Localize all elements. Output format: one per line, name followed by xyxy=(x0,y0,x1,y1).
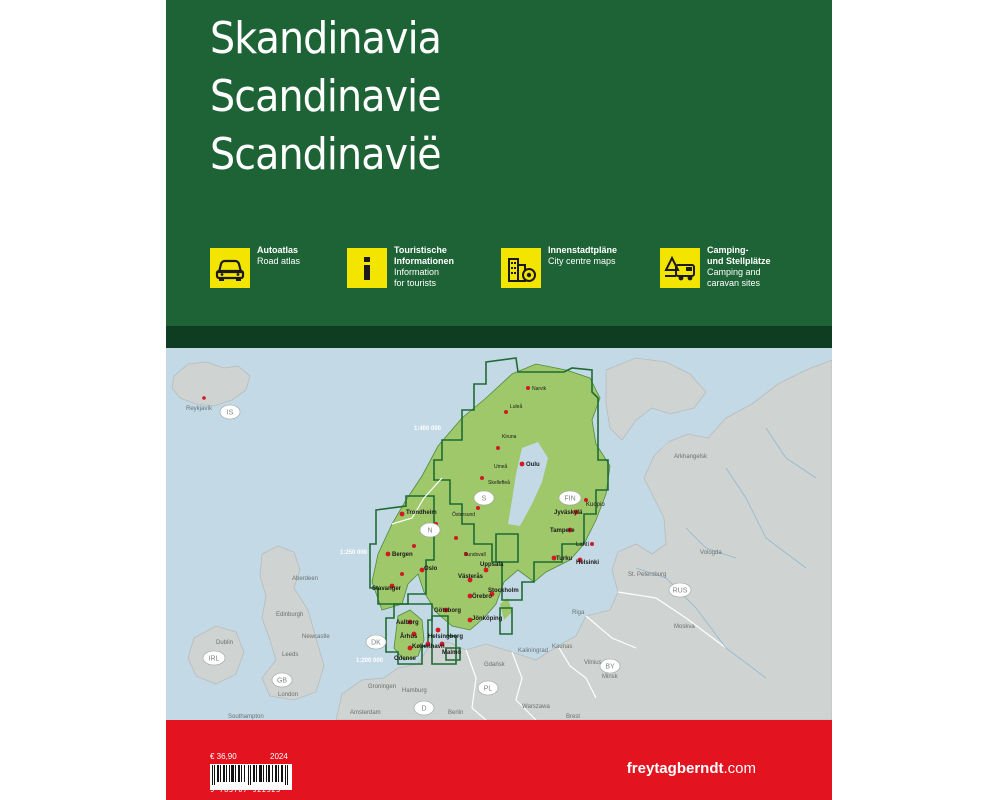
book-cover xyxy=(166,0,832,800)
city-label: Oulu xyxy=(526,462,540,468)
cover-header xyxy=(166,0,832,326)
feature-line: caravan sites xyxy=(707,278,761,288)
city-label: Luleå xyxy=(510,404,523,410)
info-icon xyxy=(347,248,387,288)
city-label: Göteborg xyxy=(434,608,461,614)
barcode-icon xyxy=(210,764,292,786)
city-label: Kuopio xyxy=(586,502,605,508)
edition-year: 2024 xyxy=(270,752,288,761)
city-label: Berlin xyxy=(448,710,464,716)
feature-line: for tourists xyxy=(394,278,437,288)
feature-line: City centre maps xyxy=(548,256,616,266)
city-map-icon xyxy=(501,248,541,288)
badge-pl: PL xyxy=(483,685,493,693)
badge-irl: IRL xyxy=(208,655,220,663)
isbn-number: 9 783707 922523 xyxy=(210,786,281,794)
city-label: Newcastle xyxy=(302,634,330,640)
price-barcode-block xyxy=(210,752,292,796)
city-label: Sundsvall xyxy=(464,552,486,558)
cover-footer xyxy=(166,720,832,800)
feature-bold: Innenstadtpläne xyxy=(548,245,618,255)
city-label: Kaliningrad xyxy=(518,648,549,654)
city-label: Southampton xyxy=(228,714,264,720)
iceland-shape xyxy=(172,362,250,406)
city-label: Bergen xyxy=(392,552,413,558)
city-label: Leeds xyxy=(282,652,299,658)
city-label: Skellefteå xyxy=(488,480,510,486)
scale-label-3: 1:200 000 xyxy=(356,658,384,664)
city-label: Groningen xyxy=(368,684,397,690)
city-label: St. Petersburg xyxy=(628,572,667,578)
feature-line: Road atlas xyxy=(257,256,301,266)
city-label: Riga xyxy=(572,610,585,616)
city-label: Jyväskylä xyxy=(554,510,583,516)
car-icon xyxy=(210,248,250,288)
city-label: Stavanger xyxy=(372,586,402,592)
feature-bold: Autoatlas xyxy=(257,245,299,255)
city-label: Minsk xyxy=(602,674,618,680)
title-german: Skandinavia xyxy=(210,13,442,64)
city-label: Aalborg xyxy=(396,620,419,626)
feature-bold: Camping- und Stellplätze xyxy=(707,245,771,266)
overview-map xyxy=(166,348,832,720)
city-label: Malmö xyxy=(442,650,462,656)
city-label: Kaunas xyxy=(552,644,573,650)
title-block xyxy=(210,10,467,184)
badge-dk: DK xyxy=(371,639,381,647)
city-label: Turku xyxy=(556,556,573,562)
city-label: Helsinki xyxy=(576,560,600,566)
city-label: Vologda xyxy=(700,550,722,556)
title-french: Scandinavie xyxy=(210,71,441,122)
great-britain-shape xyxy=(260,546,324,700)
city-label: Jönköping xyxy=(472,616,503,622)
feature-line: Camping and xyxy=(707,267,761,277)
city-label: Arkhangelsk xyxy=(674,454,708,460)
city-label: London xyxy=(278,692,299,698)
city-label: Helsingborg xyxy=(428,634,464,640)
city-label: Vilnius xyxy=(584,660,602,666)
scale-label-1: 1:400 000 xyxy=(414,426,442,432)
badge-is: IS xyxy=(226,409,234,417)
city-label: Stockholm xyxy=(488,588,519,594)
city-label: Västerås xyxy=(458,574,484,580)
badge-fin: FIN xyxy=(564,495,576,503)
city-label: Dublin xyxy=(216,640,234,646)
city-label: Tampere xyxy=(550,528,575,534)
brand-domain: .com xyxy=(723,760,756,777)
city-label: Warszawa xyxy=(522,704,550,710)
city-label: Aberdeen xyxy=(292,576,319,582)
city-label: Brest xyxy=(566,714,581,720)
brand-name: freytagberndt xyxy=(626,760,724,777)
city-label: Örebro xyxy=(472,594,493,600)
city-label: Östersund xyxy=(452,512,476,518)
badge-n: N xyxy=(427,527,433,535)
badge-rus: RUS xyxy=(672,587,688,595)
city-label: Gdańsk xyxy=(484,662,505,668)
feature-line: Information xyxy=(394,267,440,277)
title-dutch: Scandinaviё xyxy=(210,129,441,180)
city-label: Uppsala xyxy=(480,562,504,568)
city-label: Oslo xyxy=(424,566,438,572)
city-label: Trondheim xyxy=(406,510,437,516)
city-label: Kiruna xyxy=(502,434,517,440)
badge-s: S xyxy=(481,495,487,503)
city-label: Amsterdam xyxy=(350,710,381,716)
scale-label-2: 1:250 000 xyxy=(340,550,368,556)
header-divider-band xyxy=(166,326,832,348)
city-label: Umeå xyxy=(494,464,508,470)
city-label: Edinburgh xyxy=(276,612,304,618)
city-label: Narvik xyxy=(532,386,547,392)
city-label: Moskva xyxy=(674,624,695,630)
city-label: Reykjavík xyxy=(186,406,213,412)
city-label: Odense xyxy=(394,656,417,662)
feature-bold: Touristische Informationen xyxy=(394,245,454,266)
city-label: Hamburg xyxy=(402,688,427,694)
badge-by: BY xyxy=(605,663,615,671)
price-label: € 36,90 xyxy=(210,752,237,761)
city-label: Århus xyxy=(400,634,418,640)
camper-icon xyxy=(660,248,700,288)
city-label: København xyxy=(412,644,445,650)
badge-gb: GB xyxy=(276,677,288,685)
city-label: Lahti xyxy=(576,542,590,548)
publisher-brand xyxy=(627,760,756,777)
feature-list xyxy=(210,244,820,294)
badge-d: D xyxy=(421,705,427,713)
